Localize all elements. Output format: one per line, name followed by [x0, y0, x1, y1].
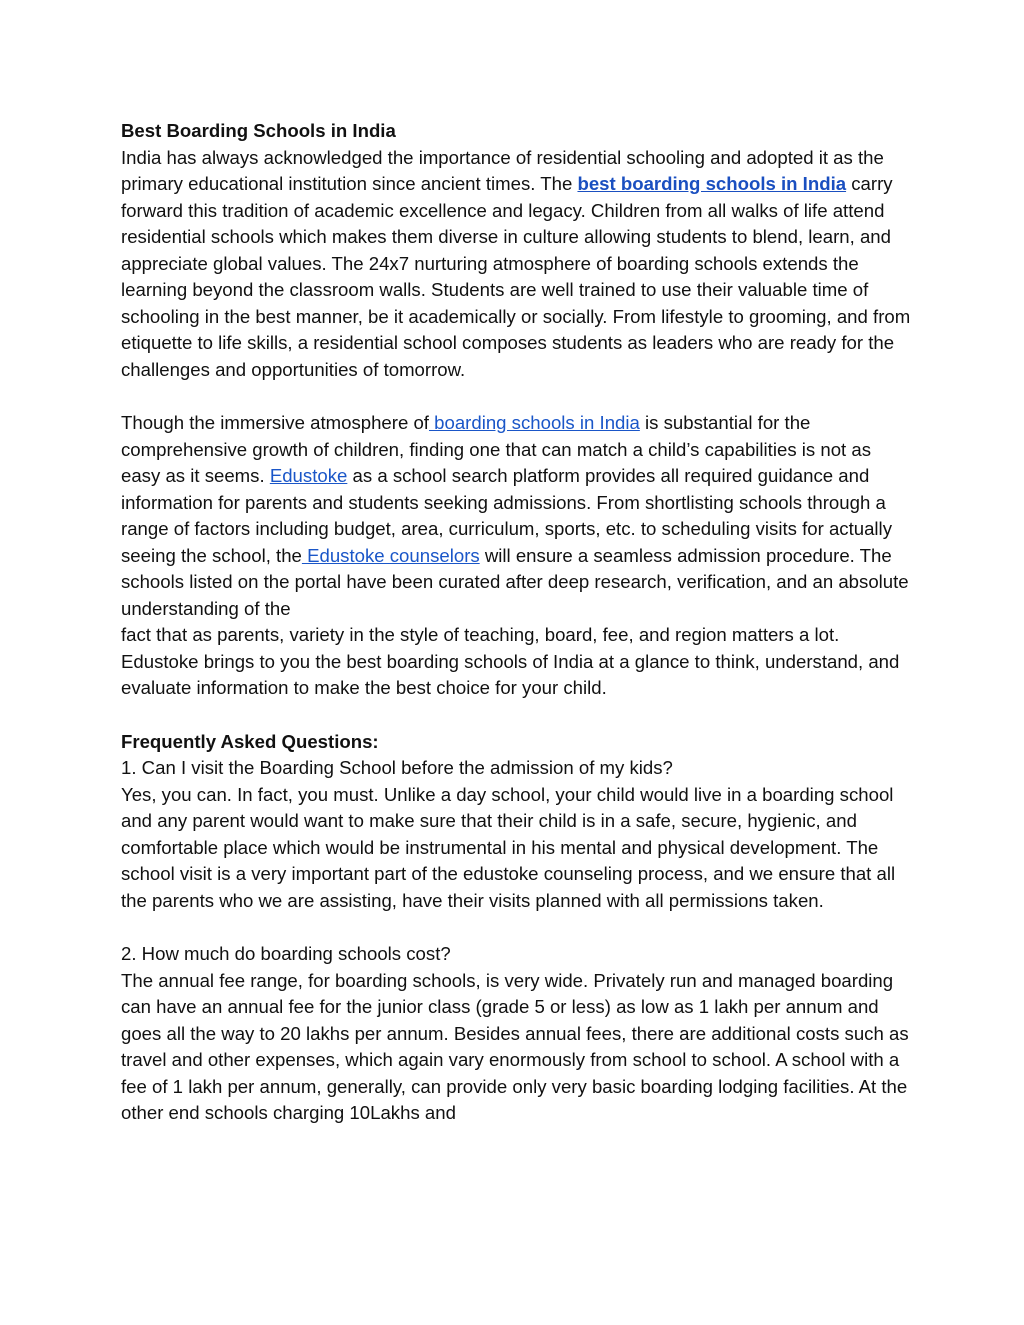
- document-body: [121, 118, 911, 1127]
- edustoke-text-3: as a school search platform provides all required guidance and information for parents and students seeking admissions. From shortlisting schools through a range of factors including budget, area, curriculum, sports, etc. to scheduling visits for actually seeing the school, the: [121, 465, 892, 566]
- intro-text-rest: carry forward this tradition of academic excellence and legacy. Children from all walks of life attend residential schools which makes them diverse in culture allowing students to blend, learn, and appreciate global values. The 24x7 nurturing atmosphere of boarding schools extends the learning beyond the classroom walls. Students are well trained to use their valuable time of schooling in the best manner, be it academically or socially. From lifestyle to grooming, and from etiquette to life skills, a residential school composes students as leaders who are ready for the challenges and opportunities of tomorrow.: [121, 173, 911, 380]
- edustoke-text-5: fact that as parents, variety in the style of teaching, board, fee, and region matters a lot. Edustoke brings to you the best boarding schools of India at a glance to think, understand, and evaluate information to make the best choice for your child.: [121, 624, 900, 699]
- faq-heading: Frequently Asked Questions:: [121, 730, 379, 752]
- document-title: Best Boarding Schools in India: [121, 120, 396, 141]
- edustoke-paragraph: [121, 410, 911, 702]
- boarding-schools-in-india-link[interactable]: boarding schools in India: [428, 412, 640, 434]
- edustoke-text-2: is substantial for the comprehensive growth of children, finding one that can match a child’s capabilities is not as easy as it seems.: [121, 412, 872, 487]
- faq-question-1: 1. Can I visit the Boarding School before the admission of my kids?: [121, 757, 673, 779]
- paragraph-gap: [121, 702, 911, 729]
- best-boarding-schools-link[interactable]: best boarding schools in India: [577, 173, 847, 195]
- intro-paragraph: [121, 145, 911, 384]
- faq-answer-1: Yes, you can. In fact, you must. Unlike a day school, your child would live in a boarding school and any parent would want to make sure that their child is in a safe, secure, hygienic, and comfortable place which would be instrumental in his mental and physical development. The school visit is a very important part of the edustoke counseling process, and we ensure that all the parents who we are assisting, have their visits planned with all permissions taken.: [121, 783, 896, 911]
- paragraph-gap: [121, 914, 911, 941]
- intro-text-start: India has always acknowledged the importance of residential schooling and adopted it as the primary educational institution since ancient times. The: [121, 146, 884, 195]
- edustoke-text-1: Though the immersive atmosphere of: [121, 412, 429, 434]
- faq-answer-2: The annual fee range, for boarding schools, is very wide. Privately run and managed boarding can have an annual fee for the junior class (grade 5 or less) as low as 1 lakh per annum and goes all the way to 20 lakhs per annum. Besides annual fees, there are additional costs such as travel and other expenses, which again vary enormously from school to school. A school with a fee of 1 lakh per annum, generally, can provide only very basic boarding lodging facilities. At the other end schools charging 10Lakhs and: [121, 969, 909, 1124]
- faq-question-2: 2. How much do boarding schools cost?: [121, 942, 451, 964]
- edustoke-text-4: will ensure a seamless admission procedure. The schools listed on the portal have been curated after deep research, verification, and an absolute understanding of the: [121, 544, 909, 619]
- edustoke-link[interactable]: Edustoke: [269, 465, 348, 487]
- edustoke-counselors-link[interactable]: Edustoke counselors: [301, 544, 480, 566]
- paragraph-gap: [121, 383, 911, 410]
